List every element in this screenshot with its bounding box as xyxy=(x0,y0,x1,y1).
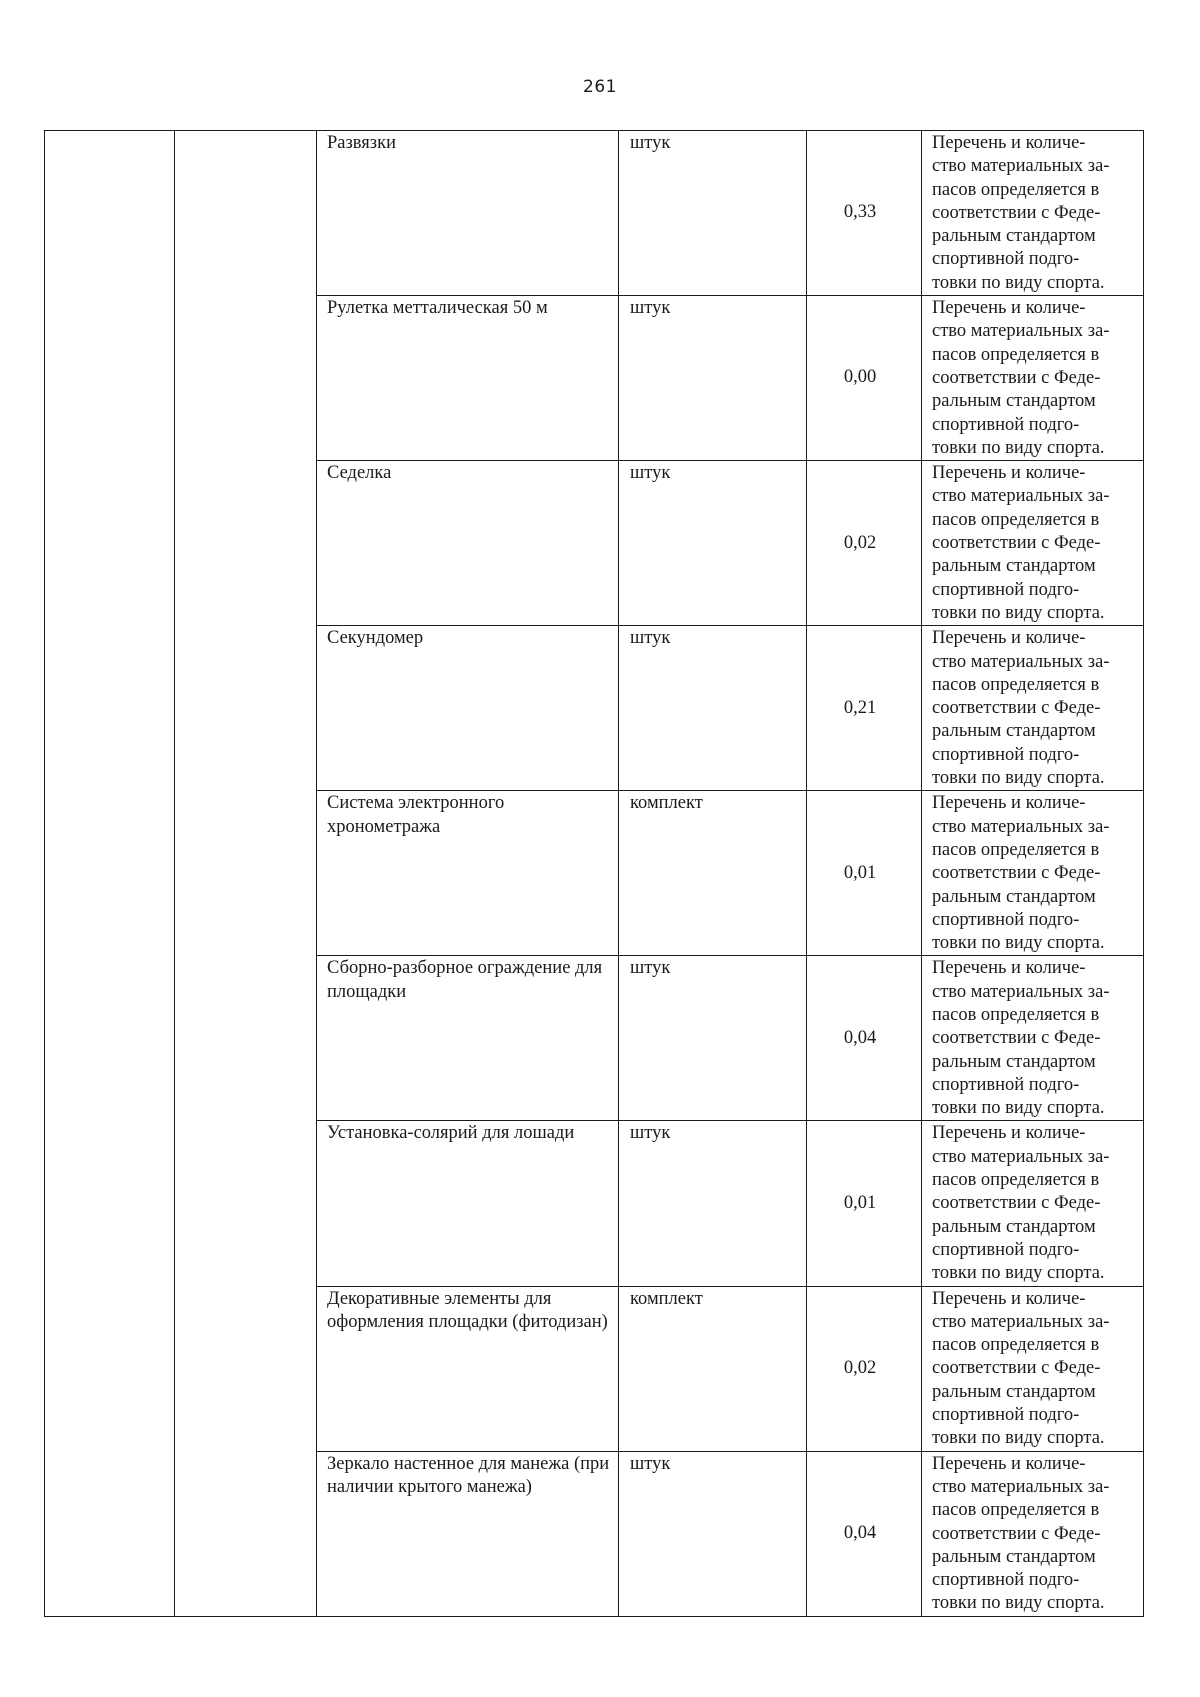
note-line: Перечень и количе- xyxy=(932,1288,1086,1309)
inventory-table xyxy=(44,130,1144,1617)
note-line: Перечень и количе- xyxy=(932,1123,1086,1144)
item-unit-cell: комплект xyxy=(619,1286,807,1451)
note-line: ральным стандартом xyxy=(932,1216,1096,1237)
note-line: соответствии с Феде- xyxy=(932,1193,1101,1214)
item-note-cell xyxy=(922,1451,1144,1616)
item-name-cell: Секундомер xyxy=(317,626,619,791)
note-line: ральным стандартом xyxy=(932,226,1096,247)
note-line: спортивной подго- xyxy=(932,579,1080,600)
note-line: спортивной подго- xyxy=(932,1074,1080,1095)
item-unit-cell: штук xyxy=(619,296,807,461)
inventory-table-body xyxy=(45,131,1144,1617)
note-line: пасов определяется в xyxy=(932,1170,1100,1191)
note-line: товки по виду спорта. xyxy=(932,1263,1105,1284)
item-unit-cell: штук xyxy=(619,131,807,296)
note-line: ство материальных за- xyxy=(932,651,1110,672)
item-name-cell: Седелка xyxy=(317,461,619,626)
item-note-cell xyxy=(922,791,1144,956)
item-quantity-cell: 0,02 xyxy=(807,1286,922,1451)
note-line: спортивной подго- xyxy=(932,1405,1080,1426)
item-note-cell xyxy=(922,296,1144,461)
note-line: Перечень и количе- xyxy=(932,298,1086,319)
note-line: пасов определяется в xyxy=(932,839,1100,860)
note-line: товки по виду спорта. xyxy=(932,1098,1105,1119)
note-line: соответствии с Феде- xyxy=(932,533,1101,554)
page-number: 261 xyxy=(583,77,617,97)
note-line: Перечень и количе- xyxy=(932,463,1086,484)
note-line: пасов определяется в xyxy=(932,1004,1100,1025)
item-name-cell: Зеркало настенное для манежа (при наличии крытого манежа) xyxy=(317,1451,619,1616)
note-line: ство материальных за- xyxy=(932,1476,1110,1497)
note-line: соответствии с Феде- xyxy=(932,367,1101,388)
note-line: пасов определяется в xyxy=(932,1500,1100,1521)
note-line: товки по виду спорта. xyxy=(932,602,1105,623)
item-quantity-cell: 0,04 xyxy=(807,956,922,1121)
note-line: пасов определяется в xyxy=(932,1335,1100,1356)
note-line: пасов определяется в xyxy=(932,179,1100,200)
item-quantity-cell: 0,21 xyxy=(807,626,922,791)
item-unit-cell: штук xyxy=(619,1121,807,1286)
note-line: товки по виду спорта. xyxy=(932,768,1105,789)
note-line: ство материальных за- xyxy=(932,321,1110,342)
item-note-cell xyxy=(922,461,1144,626)
note-line: пасов определяется в xyxy=(932,509,1100,530)
note-line: ральным стандартом xyxy=(932,556,1096,577)
note-line: Перечень и количе- xyxy=(932,133,1086,153)
note-line: спортивной подго- xyxy=(932,744,1080,765)
note-line: Перечень и количе- xyxy=(932,958,1086,979)
item-note-cell xyxy=(922,956,1144,1121)
item-name-cell: Рулетка метталическая 50 м xyxy=(317,296,619,461)
item-quantity-cell: 0,02 xyxy=(807,461,922,626)
note-line: ральным стандартом xyxy=(932,721,1096,742)
item-note-cell xyxy=(922,1121,1144,1286)
note-line: ральным стандартом xyxy=(932,1381,1096,1402)
empty-column-2-cell xyxy=(175,131,317,1617)
note-line: спортивной подго- xyxy=(932,1239,1080,1260)
note-line: ральным стандартом xyxy=(932,886,1096,907)
note-line: товки по виду спорта. xyxy=(932,437,1105,458)
note-line: ство материальных за- xyxy=(932,1311,1110,1332)
item-quantity-cell: 0,33 xyxy=(807,131,922,296)
note-line: соответствии с Феде- xyxy=(932,1358,1101,1379)
note-line: товки по виду спорта. xyxy=(932,1593,1105,1614)
item-name-cell: Декоративные элементы для оформления площадки (фитодизан) xyxy=(317,1286,619,1451)
note-line: спортивной подго- xyxy=(932,414,1080,435)
note-line: ральным стандартом xyxy=(932,1546,1096,1567)
note-line: Перечень и количе- xyxy=(932,793,1086,814)
note-line: ральным стандартом xyxy=(932,1051,1096,1072)
note-line: товки по виду спорта. xyxy=(932,933,1105,954)
note-line: ральным стандартом xyxy=(932,391,1096,412)
note-line: пасов определяется в xyxy=(932,344,1100,365)
note-line: соответствии с Феде- xyxy=(932,202,1101,223)
note-line: Перечень и количе- xyxy=(932,628,1086,649)
note-line: соответствии с Феде- xyxy=(932,863,1101,884)
note-line: соответствии с Феде- xyxy=(932,698,1101,719)
item-unit-cell: штук xyxy=(619,461,807,626)
note-line: спортивной подго- xyxy=(932,249,1080,270)
item-name-cell: Сборно-разборное ограждение для площадки xyxy=(317,956,619,1121)
note-line: ство материальных за- xyxy=(932,816,1110,837)
note-line: ство материальных за- xyxy=(932,981,1110,1002)
note-line: пасов определяется в xyxy=(932,674,1100,695)
note-line: товки по виду спорта. xyxy=(932,272,1105,293)
note-line: Перечень и количе- xyxy=(932,1453,1086,1474)
note-line: спортивной подго- xyxy=(932,909,1080,930)
item-unit-cell: штук xyxy=(619,1451,807,1616)
item-unit-cell: штук xyxy=(619,626,807,791)
note-line: соответствии с Феде- xyxy=(932,1028,1101,1049)
item-name-cell: Система электронного хронометража xyxy=(317,791,619,956)
item-unit-cell: комплект xyxy=(619,791,807,956)
item-note-cell xyxy=(922,626,1144,791)
note-line: ство материальных за- xyxy=(932,1146,1110,1167)
item-quantity-cell: 0,01 xyxy=(807,791,922,956)
item-quantity-cell: 0,00 xyxy=(807,296,922,461)
empty-column-1-cell xyxy=(45,131,175,1617)
item-unit-cell: штук xyxy=(619,956,807,1121)
item-note-cell xyxy=(922,1286,1144,1451)
table-row xyxy=(45,131,1144,296)
item-quantity-cell: 0,01 xyxy=(807,1121,922,1286)
item-name-cell: Установка-солярий для лошади xyxy=(317,1121,619,1286)
item-quantity-cell: 0,04 xyxy=(807,1451,922,1616)
note-line: соответствии с Феде- xyxy=(932,1523,1101,1544)
item-note-cell xyxy=(922,131,1144,296)
note-line: ство материальных за- xyxy=(932,486,1110,507)
note-line: ство материальных за- xyxy=(932,156,1110,177)
note-line: спортивной подго- xyxy=(932,1570,1080,1591)
note-line: товки по виду спорта. xyxy=(932,1428,1105,1449)
item-name-cell: Развязки xyxy=(317,131,619,296)
